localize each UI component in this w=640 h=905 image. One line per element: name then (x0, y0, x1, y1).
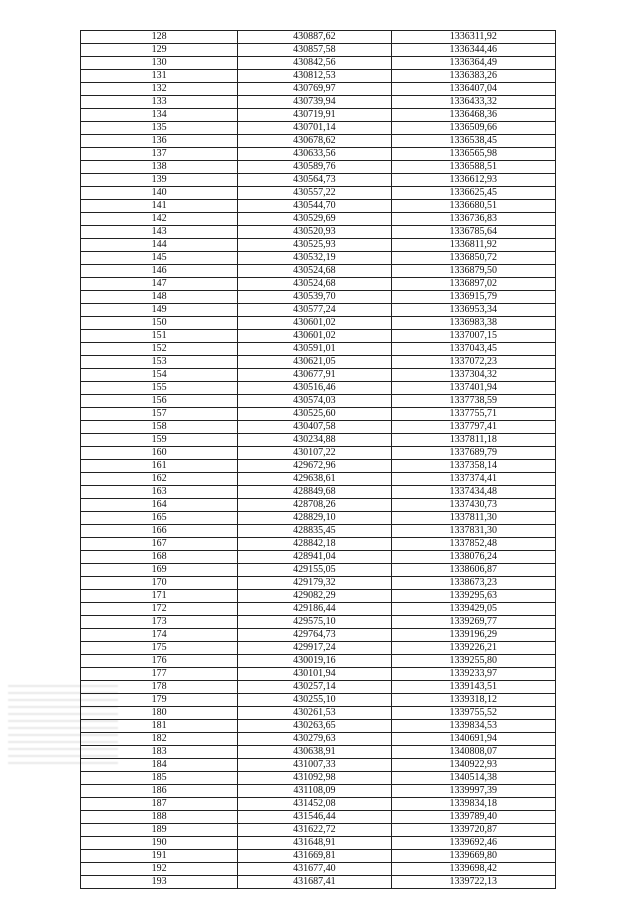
y-coordinate-cell: 1339143,51 (391, 681, 555, 694)
y-coordinate-cell: 1336344,46 (391, 44, 555, 57)
x-coordinate-cell: 428829,10 (238, 512, 391, 525)
point-number-cell: 169 (81, 564, 238, 577)
y-coordinate-cell: 1340922,93 (391, 759, 555, 772)
x-coordinate-cell: 430577,24 (238, 304, 391, 317)
y-coordinate-cell: 1337852,48 (391, 538, 555, 551)
point-number-cell: 185 (81, 772, 238, 785)
y-coordinate-cell: 1336538,45 (391, 135, 555, 148)
point-number-cell: 170 (81, 577, 238, 590)
point-number-cell: 136 (81, 135, 238, 148)
table-row (81, 226, 556, 239)
y-coordinate-cell: 1338606,87 (391, 564, 555, 577)
y-coordinate-cell: 1339834,53 (391, 720, 555, 733)
y-coordinate-cell: 1336588,51 (391, 161, 555, 174)
point-number-cell: 129 (81, 44, 238, 57)
point-number-cell: 178 (81, 681, 238, 694)
x-coordinate-cell: 430529,69 (238, 213, 391, 226)
table-row (81, 109, 556, 122)
y-coordinate-cell: 1339255,80 (391, 655, 555, 668)
x-coordinate-cell: 430525,60 (238, 408, 391, 421)
x-coordinate-cell: 430601,02 (238, 330, 391, 343)
y-coordinate-cell: 1336785,64 (391, 226, 555, 239)
y-coordinate-cell: 1336364,49 (391, 57, 555, 70)
y-coordinate-cell: 1336311,92 (391, 31, 555, 44)
point-number-cell: 184 (81, 759, 238, 772)
x-coordinate-cell: 430101,94 (238, 668, 391, 681)
x-coordinate-cell: 430633,56 (238, 148, 391, 161)
point-number-cell: 183 (81, 746, 238, 759)
y-coordinate-cell: 1340691,94 (391, 733, 555, 746)
y-coordinate-cell: 1336565,98 (391, 148, 555, 161)
y-coordinate-cell: 1337811,18 (391, 434, 555, 447)
table-row (81, 447, 556, 460)
point-number-cell: 193 (81, 876, 238, 889)
y-coordinate-cell: 1337738,59 (391, 395, 555, 408)
y-coordinate-cell: 1339318,12 (391, 694, 555, 707)
table-row (81, 174, 556, 187)
point-number-cell: 186 (81, 785, 238, 798)
table-row (81, 57, 556, 70)
table-row (81, 356, 556, 369)
y-coordinate-cell: 1336897,02 (391, 278, 555, 291)
point-number-cell: 171 (81, 590, 238, 603)
table-row (81, 395, 556, 408)
table-row (81, 330, 556, 343)
x-coordinate-cell: 429575,10 (238, 616, 391, 629)
x-coordinate-cell: 429638,61 (238, 473, 391, 486)
table-row (81, 811, 556, 824)
point-number-cell: 161 (81, 460, 238, 473)
point-number-cell: 138 (81, 161, 238, 174)
table-row (81, 564, 556, 577)
point-number-cell: 142 (81, 213, 238, 226)
x-coordinate-cell: 431622,72 (238, 824, 391, 837)
coordinates-table-body (81, 31, 556, 889)
x-coordinate-cell: 430255,10 (238, 694, 391, 707)
point-number-cell: 149 (81, 304, 238, 317)
y-coordinate-cell: 1337811,30 (391, 512, 555, 525)
point-number-cell: 172 (81, 603, 238, 616)
x-coordinate-cell: 431687,41 (238, 876, 391, 889)
table-row (81, 265, 556, 278)
y-coordinate-cell: 1337072,23 (391, 356, 555, 369)
x-coordinate-cell: 429917,24 (238, 642, 391, 655)
point-number-cell: 132 (81, 83, 238, 96)
y-coordinate-cell: 1336983,38 (391, 317, 555, 330)
y-coordinate-cell: 1336509,66 (391, 122, 555, 135)
point-number-cell: 144 (81, 239, 238, 252)
y-coordinate-cell: 1337831,30 (391, 525, 555, 538)
table-row (81, 304, 556, 317)
x-coordinate-cell: 430564,73 (238, 174, 391, 187)
table-row (81, 473, 556, 486)
table-row (81, 382, 556, 395)
table-row (81, 798, 556, 811)
y-coordinate-cell: 1339789,40 (391, 811, 555, 824)
y-coordinate-cell: 1339722,13 (391, 876, 555, 889)
point-number-cell: 134 (81, 109, 238, 122)
x-coordinate-cell: 431452,08 (238, 798, 391, 811)
point-number-cell: 158 (81, 421, 238, 434)
y-coordinate-cell: 1339226,21 (391, 642, 555, 655)
table-row (81, 343, 556, 356)
y-coordinate-cell: 1339834,18 (391, 798, 555, 811)
point-number-cell: 188 (81, 811, 238, 824)
table-row (81, 44, 556, 57)
table-row (81, 772, 556, 785)
table-row (81, 369, 556, 382)
x-coordinate-cell: 430516,46 (238, 382, 391, 395)
point-number-cell: 157 (81, 408, 238, 421)
y-coordinate-cell: 1337401,94 (391, 382, 555, 395)
table-row (81, 603, 556, 616)
point-number-cell: 190 (81, 837, 238, 850)
point-number-cell: 147 (81, 278, 238, 291)
x-coordinate-cell: 431092,98 (238, 772, 391, 785)
table-row (81, 460, 556, 473)
x-coordinate-cell: 430525,93 (238, 239, 391, 252)
y-coordinate-cell: 1336433,32 (391, 96, 555, 109)
x-coordinate-cell: 430279,63 (238, 733, 391, 746)
y-coordinate-cell: 1337374,41 (391, 473, 555, 486)
table-row (81, 486, 556, 499)
point-number-cell: 182 (81, 733, 238, 746)
y-coordinate-cell: 1336468,36 (391, 109, 555, 122)
x-coordinate-cell: 430574,03 (238, 395, 391, 408)
table-row (81, 122, 556, 135)
point-number-cell: 191 (81, 850, 238, 863)
point-number-cell: 162 (81, 473, 238, 486)
x-coordinate-cell: 430520,93 (238, 226, 391, 239)
x-coordinate-cell: 431546,44 (238, 811, 391, 824)
y-coordinate-cell: 1336811,92 (391, 239, 555, 252)
point-number-cell: 173 (81, 616, 238, 629)
y-coordinate-cell: 1339997,39 (391, 785, 555, 798)
table-row (81, 837, 556, 850)
x-coordinate-cell: 430601,02 (238, 317, 391, 330)
x-coordinate-cell: 430589,76 (238, 161, 391, 174)
y-coordinate-cell: 1336383,26 (391, 70, 555, 83)
table-row (81, 148, 556, 161)
point-number-cell: 180 (81, 707, 238, 720)
point-number-cell: 167 (81, 538, 238, 551)
y-coordinate-cell: 1339698,42 (391, 863, 555, 876)
x-coordinate-cell: 428941,04 (238, 551, 391, 564)
table-row (81, 863, 556, 876)
point-number-cell: 131 (81, 70, 238, 83)
table-row (81, 590, 556, 603)
x-coordinate-cell: 430677,91 (238, 369, 391, 382)
x-coordinate-cell: 431007,33 (238, 759, 391, 772)
point-number-cell: 154 (81, 369, 238, 382)
point-number-cell: 175 (81, 642, 238, 655)
x-coordinate-cell: 428708,26 (238, 499, 391, 512)
table-row (81, 681, 556, 694)
x-coordinate-cell: 431648,91 (238, 837, 391, 850)
table-row (81, 83, 556, 96)
y-coordinate-cell: 1340808,07 (391, 746, 555, 759)
x-coordinate-cell: 429186,44 (238, 603, 391, 616)
y-coordinate-cell: 1337797,41 (391, 421, 555, 434)
point-number-cell: 148 (81, 291, 238, 304)
point-number-cell: 168 (81, 551, 238, 564)
table-row (81, 31, 556, 44)
point-number-cell: 165 (81, 512, 238, 525)
table-row (81, 876, 556, 889)
point-number-cell: 163 (81, 486, 238, 499)
point-number-cell: 156 (81, 395, 238, 408)
y-coordinate-cell: 1336736,83 (391, 213, 555, 226)
y-coordinate-cell: 1336680,51 (391, 200, 555, 213)
table-row (81, 824, 556, 837)
y-coordinate-cell: 1339269,77 (391, 616, 555, 629)
x-coordinate-cell: 430407,58 (238, 421, 391, 434)
table-row (81, 629, 556, 642)
x-coordinate-cell: 430019,16 (238, 655, 391, 668)
y-coordinate-cell: 1339295,63 (391, 590, 555, 603)
table-row (81, 252, 556, 265)
x-coordinate-cell: 430621,05 (238, 356, 391, 369)
y-coordinate-cell: 1339196,29 (391, 629, 555, 642)
table-row (81, 187, 556, 200)
table-row (81, 642, 556, 655)
table-row (81, 577, 556, 590)
y-coordinate-cell: 1336612,93 (391, 174, 555, 187)
point-number-cell: 139 (81, 174, 238, 187)
point-number-cell: 150 (81, 317, 238, 330)
table-row (81, 850, 556, 863)
x-coordinate-cell: 430234,88 (238, 434, 391, 447)
point-number-cell: 189 (81, 824, 238, 837)
x-coordinate-cell: 430857,58 (238, 44, 391, 57)
x-coordinate-cell: 430263,65 (238, 720, 391, 733)
y-coordinate-cell: 1337434,48 (391, 486, 555, 499)
y-coordinate-cell: 1337430,73 (391, 499, 555, 512)
point-number-cell: 160 (81, 447, 238, 460)
point-number-cell: 152 (81, 343, 238, 356)
y-coordinate-cell: 1337358,14 (391, 460, 555, 473)
y-coordinate-cell: 1339720,87 (391, 824, 555, 837)
x-coordinate-cell: 429082,29 (238, 590, 391, 603)
point-number-cell: 153 (81, 356, 238, 369)
table-row (81, 239, 556, 252)
x-coordinate-cell: 430812,53 (238, 70, 391, 83)
x-coordinate-cell: 429764,73 (238, 629, 391, 642)
point-number-cell: 128 (81, 31, 238, 44)
y-coordinate-cell: 1338076,24 (391, 551, 555, 564)
x-coordinate-cell: 430107,22 (238, 447, 391, 460)
x-coordinate-cell: 430524,68 (238, 278, 391, 291)
table-row (81, 616, 556, 629)
point-number-cell: 166 (81, 525, 238, 538)
table-row (81, 551, 556, 564)
x-coordinate-cell: 430769,97 (238, 83, 391, 96)
y-coordinate-cell: 1339692,46 (391, 837, 555, 850)
point-number-cell: 177 (81, 668, 238, 681)
y-coordinate-cell: 1337755,71 (391, 408, 555, 421)
x-coordinate-cell: 430524,68 (238, 265, 391, 278)
y-coordinate-cell: 1337043,45 (391, 343, 555, 356)
x-coordinate-cell: 428835,45 (238, 525, 391, 538)
x-coordinate-cell: 430701,14 (238, 122, 391, 135)
table-row (81, 70, 556, 83)
point-number-cell: 155 (81, 382, 238, 395)
table-row (81, 135, 556, 148)
point-number-cell: 181 (81, 720, 238, 733)
y-coordinate-cell: 1338673,23 (391, 577, 555, 590)
point-number-cell: 137 (81, 148, 238, 161)
point-number-cell: 151 (81, 330, 238, 343)
point-number-cell: 187 (81, 798, 238, 811)
x-coordinate-cell: 431669,81 (238, 850, 391, 863)
table-row (81, 291, 556, 304)
table-row (81, 668, 556, 681)
table-row (81, 213, 556, 226)
y-coordinate-cell: 1339755,52 (391, 707, 555, 720)
y-coordinate-cell: 1336625,45 (391, 187, 555, 200)
table-row (81, 759, 556, 772)
table-row (81, 733, 556, 746)
point-number-cell: 133 (81, 96, 238, 109)
x-coordinate-cell: 428842,18 (238, 538, 391, 551)
x-coordinate-cell: 430638,91 (238, 746, 391, 759)
x-coordinate-cell: 430739,94 (238, 96, 391, 109)
table-row (81, 512, 556, 525)
point-number-cell: 141 (81, 200, 238, 213)
y-coordinate-cell: 1336915,79 (391, 291, 555, 304)
x-coordinate-cell: 430557,22 (238, 187, 391, 200)
table-row (81, 720, 556, 733)
table-row (81, 317, 556, 330)
x-coordinate-cell: 429155,05 (238, 564, 391, 577)
table-row (81, 707, 556, 720)
point-number-cell: 135 (81, 122, 238, 135)
point-number-cell: 179 (81, 694, 238, 707)
table-row (81, 746, 556, 759)
y-coordinate-cell: 1336407,04 (391, 83, 555, 96)
x-coordinate-cell: 429179,32 (238, 577, 391, 590)
point-number-cell: 159 (81, 434, 238, 447)
x-coordinate-cell: 430678,62 (238, 135, 391, 148)
point-number-cell: 145 (81, 252, 238, 265)
point-number-cell: 164 (81, 499, 238, 512)
table-row (81, 694, 556, 707)
table-row (81, 278, 556, 291)
point-number-cell: 143 (81, 226, 238, 239)
point-number-cell: 176 (81, 655, 238, 668)
y-coordinate-cell: 1337304,32 (391, 369, 555, 382)
table-row (81, 655, 556, 668)
x-coordinate-cell: 430842,56 (238, 57, 391, 70)
x-coordinate-cell: 431108,09 (238, 785, 391, 798)
y-coordinate-cell: 1339669,80 (391, 850, 555, 863)
table-row (81, 161, 556, 174)
x-coordinate-cell: 430591,01 (238, 343, 391, 356)
x-coordinate-cell: 430532,19 (238, 252, 391, 265)
x-coordinate-cell: 430261,53 (238, 707, 391, 720)
y-coordinate-cell: 1337689,79 (391, 447, 555, 460)
x-coordinate-cell: 428849,68 (238, 486, 391, 499)
table-row (81, 525, 556, 538)
point-number-cell: 192 (81, 863, 238, 876)
x-coordinate-cell: 430544,70 (238, 200, 391, 213)
y-coordinate-cell: 1336879,50 (391, 265, 555, 278)
y-coordinate-cell: 1339233,97 (391, 668, 555, 681)
table-row (81, 421, 556, 434)
point-number-cell: 174 (81, 629, 238, 642)
table-row (81, 200, 556, 213)
y-coordinate-cell: 1336953,34 (391, 304, 555, 317)
x-coordinate-cell: 431677,40 (238, 863, 391, 876)
point-number-cell: 130 (81, 57, 238, 70)
coordinates-table (80, 30, 556, 889)
table-row (81, 538, 556, 551)
table-row (81, 785, 556, 798)
x-coordinate-cell: 430257,14 (238, 681, 391, 694)
x-coordinate-cell: 430719,91 (238, 109, 391, 122)
table-row (81, 408, 556, 421)
table-row (81, 434, 556, 447)
y-coordinate-cell: 1337007,15 (391, 330, 555, 343)
x-coordinate-cell: 429672,96 (238, 460, 391, 473)
table-row (81, 499, 556, 512)
table-row (81, 96, 556, 109)
y-coordinate-cell: 1339429,05 (391, 603, 555, 616)
point-number-cell: 146 (81, 265, 238, 278)
x-coordinate-cell: 430887,62 (238, 31, 391, 44)
y-coordinate-cell: 1336850,72 (391, 252, 555, 265)
x-coordinate-cell: 430539,70 (238, 291, 391, 304)
y-coordinate-cell: 1340514,38 (391, 772, 555, 785)
point-number-cell: 140 (81, 187, 238, 200)
